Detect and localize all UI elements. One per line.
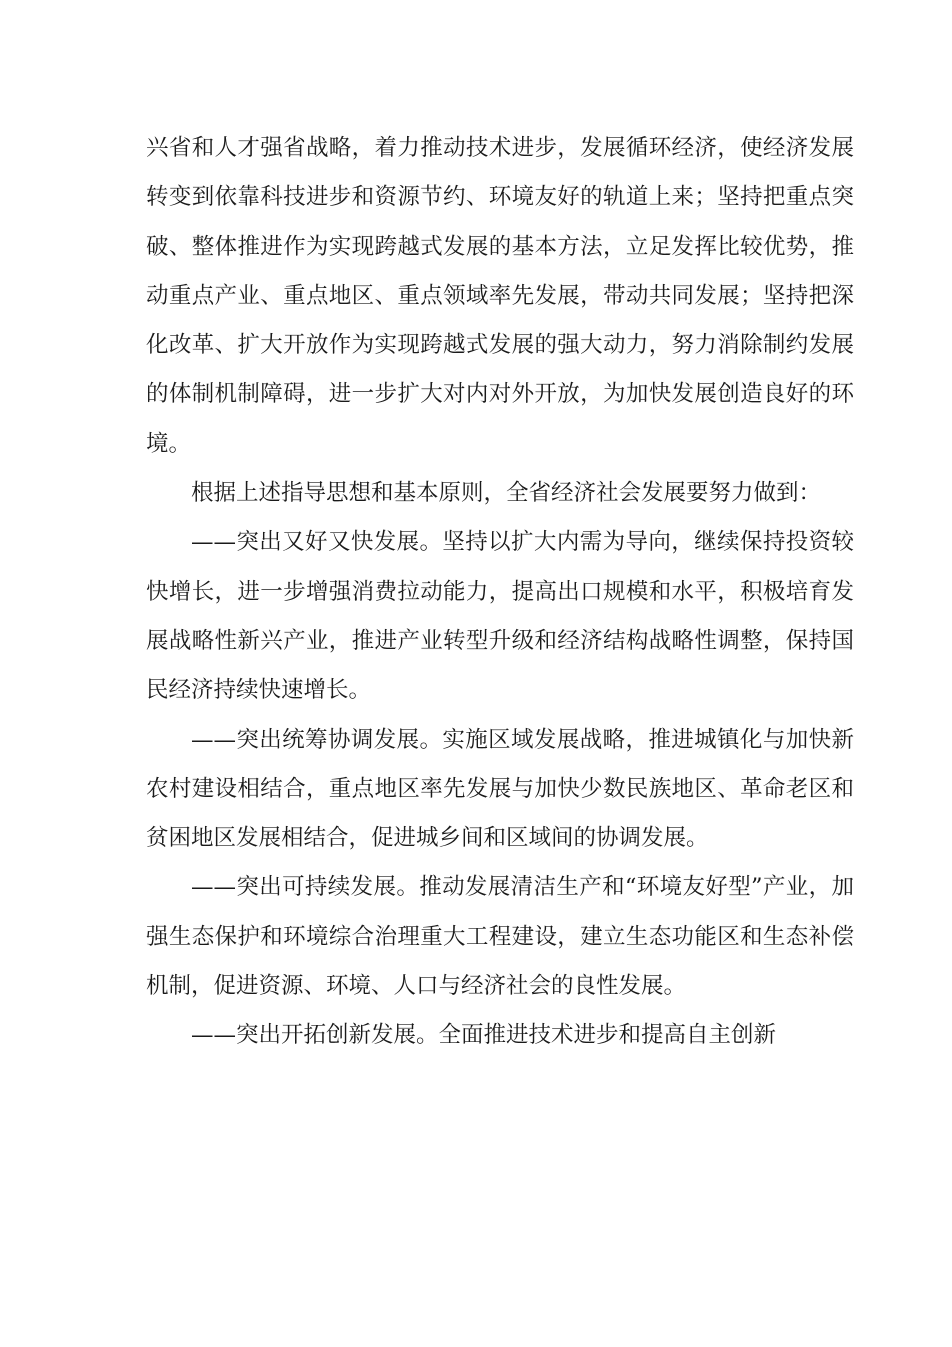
paragraph-principles: 根据上述指导思想和基本原则，全省经济社会发展要努力做到： [191, 480, 822, 507]
paragraph-good-fast-development: ——突出又好又快发展。坚持以扩大内需为导向，继续保持投资较快增长，进一步增强消费拉动能力，提高出口规模和水平，积极培育发展战略性新兴产业，推进产业转型升级和经济结构战略性调整，保持国民经济持续快速增长。 [146, 529, 854, 704]
paragraph-coordinated-development: ——突出统筹协调发展。实施区域发展战略，推进城镇化与加快新农村建设相结合，重点地区率先发展与加快少数民族地区、革命老区和贫困地区发展相结合，促进城乡间和区域间的协调发展。 [146, 726, 854, 852]
paragraph-continuation: 兴省和人才强省战略，着力推动技术进步，发展循环经济，使经济发展转变到依靠科技进步和资源节约、环境友好的轨道上来；坚持把重点突破、整体推进作为实现跨越式发展的基本方法，立足发挥比较优势，推动重点产业、重点地区、重点领域率先发展，带动共同发展；坚持把深化改革、扩大开放作为实现跨越式发展的强大动力，努力消除制约发展的体制机制障碍，进一步扩大对内对外开放，为加快发展创造良好的环境。 [146, 135, 854, 457]
paragraph-innovation-development: ——突出开拓创新发展。全面推进技术进步和提高自主创新 [191, 1022, 777, 1049]
document-body [146, 124, 854, 1061]
paragraph-sustainable-development: ——突出可持续发展。推动发展清洁生产和“环境友好型”产业，加强生态保护和环境综合治理重大工程建设，建立生态功能区和生态补偿机制，促进资源、环境、人口与经济社会的良性发展。 [146, 874, 854, 1000]
